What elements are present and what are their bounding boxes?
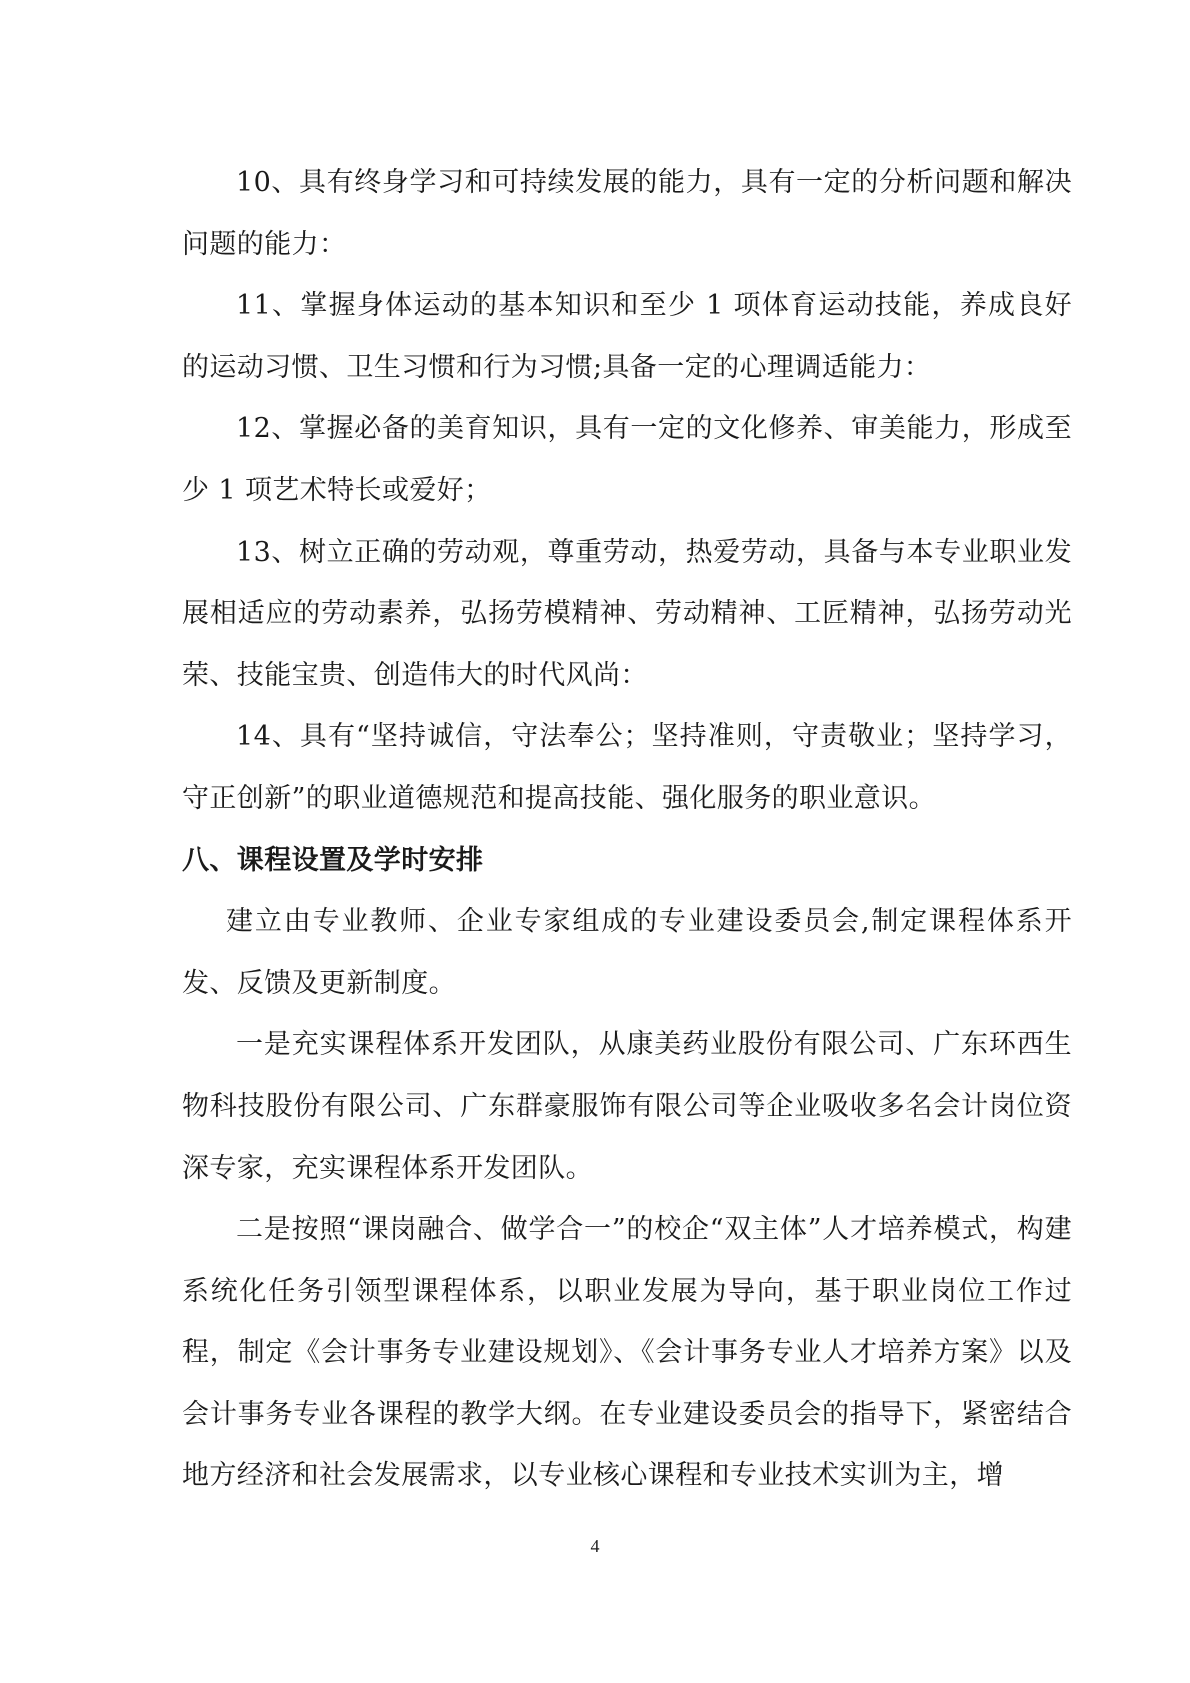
paragraph-model: 二是按照“课岗融合、做学合一”的校企“双主体”人才培养模式，构建系统化任务引领型课程体系，以职业发展为导向，基于职业岗位工作过程，制定《会计事务专业建设规划》、《会计事务专业人才培养方案》以及会计事务专业各课程的教学大纲。在专业建设委员会的指导下，紧密结合地方经济和社会发展需求，以专业核心课程和专业技术实训为主，增 bbox=[182, 1214, 1072, 1492]
paragraph-item-11: 11、掌握身体运动的基本知识和至少 1 项体育运动技能，养成良好的运动习惯、卫生习惯和行为习惯;具备一定的心理调适能力： bbox=[182, 290, 1072, 383]
paragraph-committee: 建立由专业教师、企业专家组成的专业建设委员会,制定课程体系开发、反馈及更新制度。 bbox=[182, 906, 1072, 999]
paragraph-team: 一是充实课程体系开发团队，从康美药业股份有限公司、广东环西生物科技股份有限公司、广东群豪服饰有限公司等企业吸收多名会计岗位资深专家，充实课程体系开发团队。 bbox=[182, 1029, 1072, 1184]
paragraph-item-10: 10、具有终身学习和可持续发展的能力，具有一定的分析问题和解决问题的能力： bbox=[182, 167, 1072, 260]
page-content bbox=[182, 152, 1072, 1507]
paragraph-item-14: 14、具有“坚持诚信，守法奉公；坚持准则，守责敬业；坚持学习，守正创新”的职业道德规范和提高技能、强化服务的职业意识。 bbox=[182, 721, 1072, 814]
page-number: 4 bbox=[590, 1536, 600, 1556]
paragraph-item-13: 13、树立正确的劳动观，尊重劳动，热爱劳动，具备与本专业职业发展相适应的劳动素养，弘扬劳模精神、劳动精神、工匠精神，弘扬劳动光荣、技能宝贵、创造伟大的时代风尚： bbox=[182, 536, 1072, 691]
section-heading: 八、课程设置及学时安排 bbox=[182, 844, 484, 876]
paragraph-item-12: 12、掌握必备的美育知识，具有一定的文化修养、审美能力，形成至少 1 项艺术特长或爱好； bbox=[182, 413, 1072, 506]
